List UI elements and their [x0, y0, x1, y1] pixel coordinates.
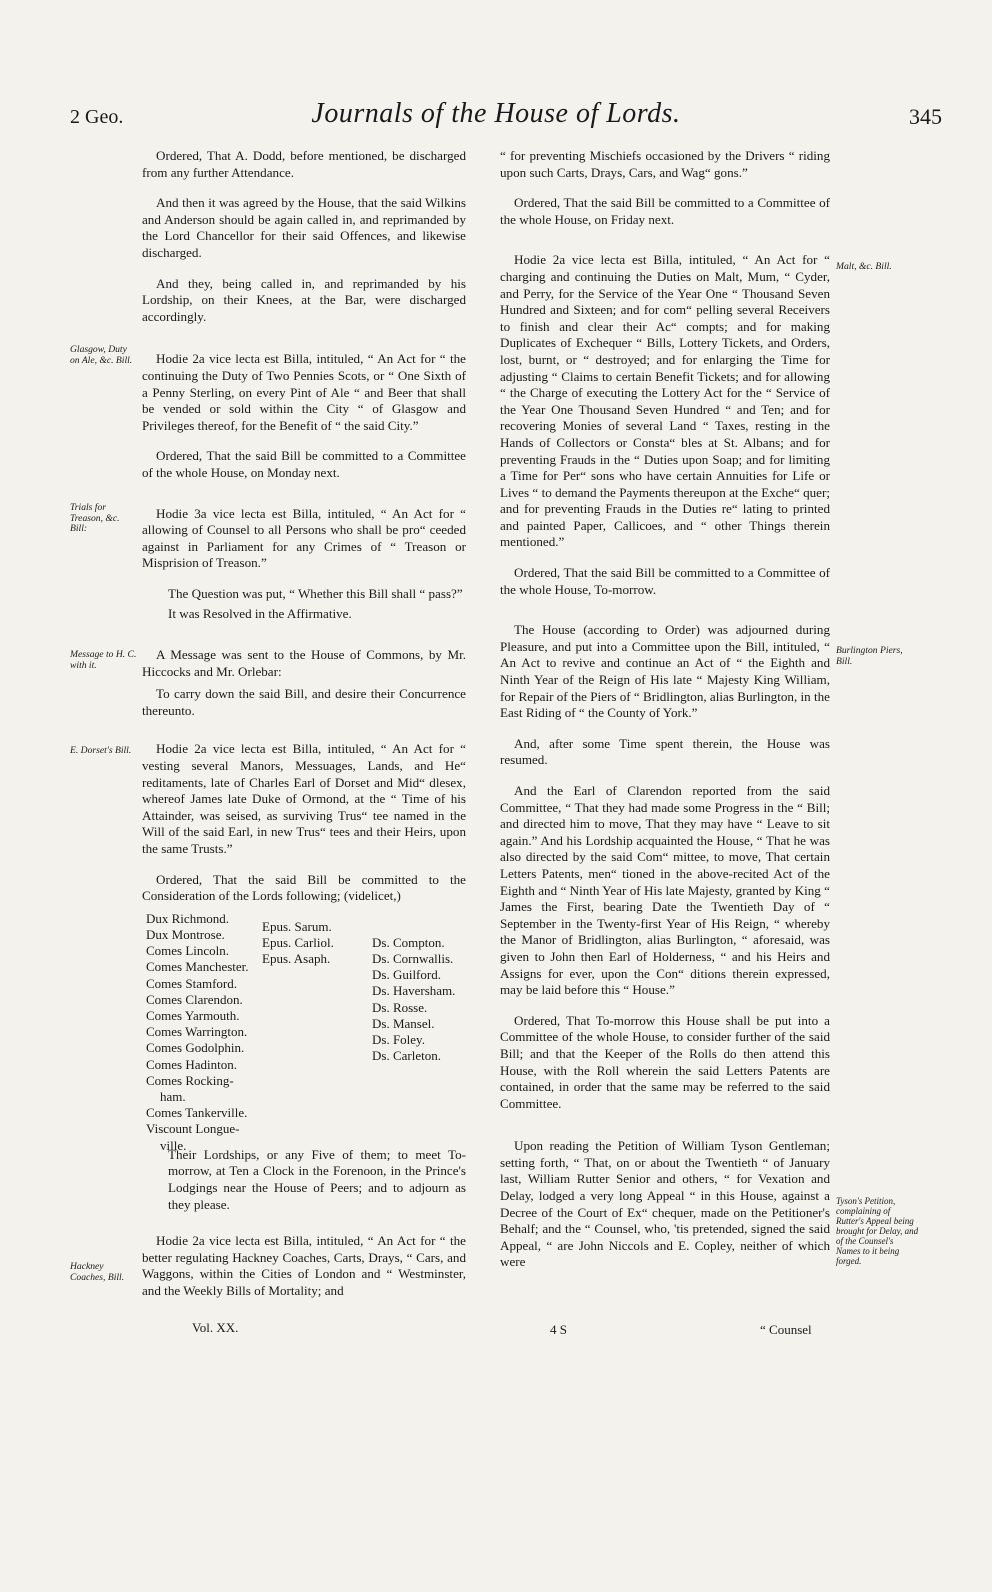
paragraph: Ordered, That To-morrow this House shall be put into a Committee of the whole House, to consider further of the said Bill; and that the Keeper of the Rolls do then attend this House, with the Roll wherein the said Letters Patents are contained, in order that the same may be referred to the said Committee.	[500, 1012, 830, 1111]
peer: ham.	[160, 1089, 186, 1105]
peer: Dux Richmond.	[146, 910, 230, 926]
peer: Ds. Rosse.	[372, 999, 428, 1015]
paragraph: Upon reading the Petition of William Tyson Gentleman; setting forth, “ That, on or about the Twentieth “ of January last, William Rutter Senior and others, “ for Vexation and Delay, lodged a very long Appeal “ in this House, against a Decree of the Court of Ex“ chequer, made on the Petitioner's Behalf; and the “ Counsel, who, 'tis pretended, signed the said Appeal, “ are John Niccols and E. Copley, neither of which were	[500, 1138, 830, 1270]
paragraph: The Question was put, “ Whether this Bill shall “ pass?”	[168, 585, 463, 601]
running-title: Journals of the House of Lords.	[311, 98, 681, 129]
peer: Comes Warrington.	[146, 1024, 248, 1040]
margin-note-burlington: Burlington Piers, Bill.	[836, 645, 903, 667]
peer: Comes Manchester.	[146, 959, 249, 975]
paragraph: Hodie 2a vice lecta est Billa, intituled, “ An Act for “ the continuing the Duty of Two Pennies Scots, or “ One Sixth of a Penny Sterling, on every Pint of Ale “ and Beer that shall be vended or sold within the City “ of Glasgow and Privileges thereof, for the Benefit of “ the said City.”	[142, 351, 466, 433]
peer: Viscount Longue-	[146, 1121, 240, 1137]
catchword: “ Counsel	[760, 1322, 812, 1337]
peer: Ds. Mansel.	[372, 1015, 435, 1031]
peer: Comes Rocking-	[146, 1072, 234, 1088]
paragraph: And then it was agreed by the House, that the said Wilkins and Anderson should be again called in, and reprimanded by the Lord Chancellor for their said Offences, and likewise discharged.	[142, 195, 466, 260]
margin-note-message: Message to H. C. with it.	[70, 649, 137, 671]
paragraph: And they, being called in, and reprimanded by his Lordship, on their Knees, at the Bar, were discharged accordingly.	[142, 275, 466, 324]
peer: Ds. Haversham.	[372, 983, 456, 999]
paragraph: Hodie 2a vice lecta est Billa, intituled, “ An Act for “ the better regulating Hackney Coaches, Carts, Drays, “ Cars, and Waggons, within the Cities of London and “ Westminster, and the Weekly Bills of Mortality; and	[142, 1233, 466, 1298]
peers-column-bishops	[262, 919, 334, 968]
volume-mark: Vol. XX.	[192, 1320, 239, 1335]
peer: Ds. Cornwallis.	[372, 950, 454, 966]
margin-note-trials: Trials for Treason, &c. Bill:	[70, 502, 120, 535]
peer: Ds. Compton.	[372, 934, 445, 950]
peer: Comes Clarendon.	[146, 991, 243, 1007]
peer: Ds. Foley.	[372, 1032, 425, 1047]
peers-column-dukes-earls	[146, 911, 249, 1154]
paragraph: The House (according to Order) was adjourned during Pleasure, and put into a Committee upon the Bill, intituled, “ An Act to revive and continue an Act of “ the Eighth and Ninth Year of the Reign of His late “ Majesty King William, for Repair of the Piers of “ Bridlington, alias Burlington, in the East Riding of “ the County of York.”	[500, 622, 830, 721]
paragraph: Hodie 2a vice lecta est Billa, intituled, “ An Act for “ vesting several Manors, Messuages, Lands, and He“ reditaments, late of Charles Earl of Dorset and Mid“ dlesex, whereof James late Duke of Ormond, at the “ Time of his Attainder, was seised, as surviving Trus“ tee named in the Will of the said Earl, in new Trus“ tees and their Heirs, upon the same Trusts.”	[142, 741, 466, 856]
right-column	[500, 148, 830, 1271]
peer: Comes Tankerville.	[146, 1105, 248, 1121]
peer: ville.	[160, 1137, 187, 1153]
paragraph: A Message was sent to the House of Commons, by Mr. Hiccocks and Mr. Orlebar:	[142, 647, 466, 679]
paragraph: It was Resolved in the Affirmative.	[168, 606, 352, 622]
peer: Comes Godolphin.	[146, 1040, 245, 1056]
margin-note-tyson: Tyson's Petition, complaining of Rutter's Appeal being brought for Delay, and of the Counsel's Names to it being forged.	[836, 1196, 919, 1266]
committee-lords-list	[146, 910, 466, 1153]
peer: Epus. Asaph.	[262, 951, 331, 967]
paragraph: To carry down the said Bill, and desire their Concurrence thereunto.	[142, 686, 466, 718]
paragraph: Ordered, That the said Bill be committed to a Committee of the whole House, To-morrow.	[500, 565, 830, 597]
paragraph: Hodie 3a vice lecta est Billa, intituled, “ An Act for “ allowing of Counsel to all Persons who shall be pro“ ceeded against in Parliament for any Crimes of “ Treason or Misprision of Treason.”	[142, 505, 466, 571]
page-number: 345	[909, 104, 942, 129]
paragraph: And the Earl of Clarendon reported from the said Committee, “ That they had made some Progress in the “ Bill; and directed him to move, That they may have “ Leave to sit again.” And his Lordship acquainted the House, “ That he was also directed by the said Com“ mittee, to move, That certain Letters Patents, men“ tioned in the above-recited Act of the Eighth and “ Ninth Year of His late Majesty, granted by King “ James the First, bearing Date the Twentieth Day of “ September in the Twenty-first Year of His Reign, “ whereby the Manor of Bridlington, alias Burlington, “ aforesaid, was given to John then Earl of Holderness, “ and his Heirs and Assigns for ever, upon the Con“ ditions therein expressed, may be laid before this “ House.”	[500, 783, 830, 998]
signature-mark: 4 S	[550, 1322, 567, 1337]
paragraph: Their Lordships, or any Five of them; to meet To-morrow, at Ten a Clock in the Forenoon, in the Prince's Lodgings near the House of Peers; and to adjourn as they please.	[168, 1146, 466, 1212]
peer: Ds. Carleton.	[372, 1048, 441, 1064]
paragraph: Ordered, That the said Bill be committed to a Committee of the whole House, on Friday next.	[500, 195, 830, 227]
page-header	[0, 98, 992, 138]
peer: Ds. Guilford.	[372, 967, 441, 983]
margin-note-dorset: E. Dorset's Bill.	[70, 745, 132, 756]
peer: Dux Montrose.	[146, 926, 225, 942]
regnal-year: 2 Geo.	[70, 106, 124, 128]
peer: Epus. Sarum.	[262, 918, 332, 934]
peers-column-barons	[372, 935, 455, 1065]
paragraph: And, after some Time spent therein, the House was resumed.	[500, 735, 830, 768]
paragraph: Ordered, That the said Bill be committed to the Consideration of the Lords following; (videlicet,)	[142, 871, 466, 904]
paragraph: Ordered, That A. Dodd, before mentioned, be discharged from any further Attendance.	[142, 148, 466, 180]
peer: Comes Stamford.	[146, 975, 237, 991]
peer: Comes Lincoln.	[146, 943, 230, 959]
left-column	[142, 148, 466, 1300]
paragraph: Hodie 2a vice lecta est Billa, intituled, “ An Act for “ charging and continuing the Duties on Malt, Mum, “ Cyder, and Perry, for the Service of the Year One “ Thousand Seven Hundred and Sixteen; and for com“ pelling several Receivers to finish and clear their Ac“ compts; and for making Duplicates of Exchequer “ Bills, Lottery Tickets, and Orders, lost, burnt, or “ destroyed; and for enlarging the Time for adjusting “ Claims to certain Benefit Tickets; and for allowing “ the Charge of executing the Lottery Act for the “ Service of the Year One Thousand Seven Hundred “ and Ten; and for recovering Monies of several Land “ Taxes, resting in the Hands of Collectors or Consta“ bles at St. Albans; and for preventing Frauds in the “ Duties upon Soap; and for limiting a Time for Per“ sons who have certain Annuities for Life or Lives “ to demand the Payments thereupon at the Exche“ quer; and for preventing Frauds in the Duties re“ lating to printed and painted Paper, Callicoes, and “ other Things therein mentioned.”	[500, 252, 830, 550]
margin-note-glasgow: Glasgow, Duty on Ale, &c. Bill.	[70, 344, 133, 366]
paragraph: “ for preventing Mischiefs occasioned by the Drivers “ riding upon such Carts, Drays, Cars, and Wag“ gons.”	[500, 148, 830, 180]
margin-note-hackney: Hackney Coaches, Bill.	[70, 1261, 125, 1283]
peer: Comes Yarmouth.	[146, 1008, 240, 1023]
peer: Comes Hadinton.	[146, 1056, 237, 1072]
paragraph: Ordered, That the said Bill be committed to a Committee of the whole House, on Monday next.	[142, 448, 466, 480]
peer: Epus. Carliol.	[262, 934, 334, 950]
margin-note-malt: Malt, &c. Bill.	[836, 261, 892, 272]
